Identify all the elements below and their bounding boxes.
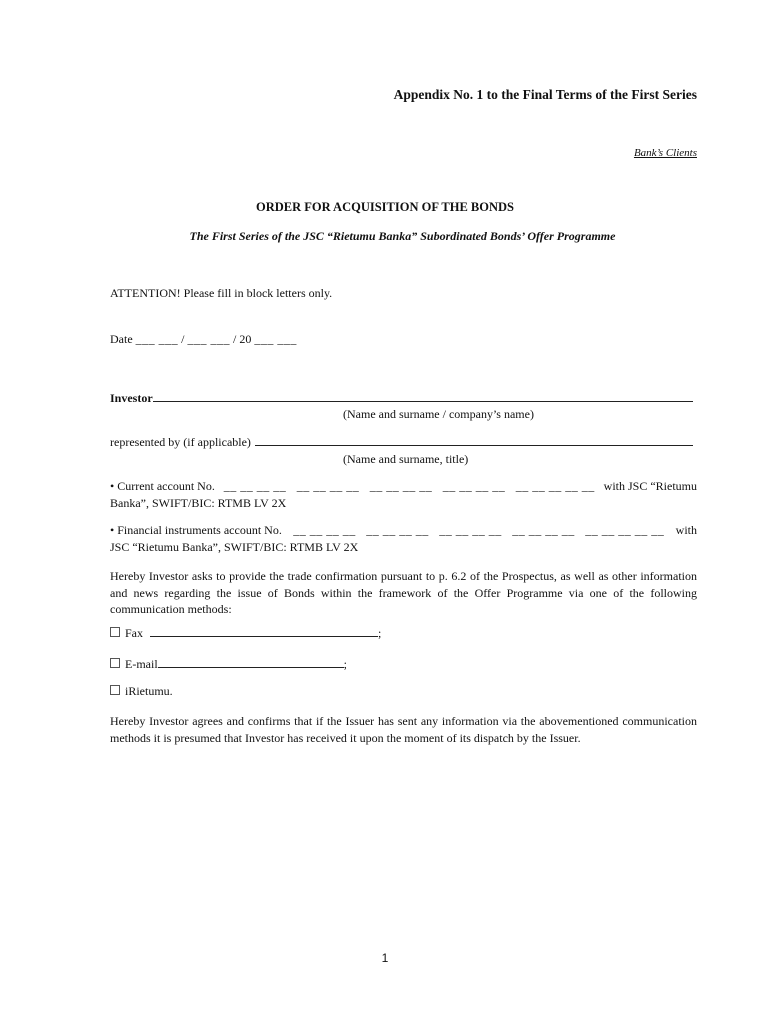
investor-name-field[interactable] xyxy=(153,391,693,402)
fin-account-suffix: with xyxy=(675,523,697,537)
current-account-row xyxy=(110,479,697,494)
fax-terminator: ; xyxy=(378,626,382,640)
trade-confirmation-paragraph: Hereby Investor asks to provide the trade confirmation pursuant to p. 6.2 of the Prospectus, as well as other information and news regarding the issue of Bonds within the framework of the Offer Programme via one of the following communication methods: xyxy=(110,569,697,616)
email-field[interactable] xyxy=(158,657,344,668)
page-number: 1 xyxy=(381,951,389,965)
date-label: Date xyxy=(110,332,133,346)
investor-row xyxy=(110,391,693,406)
email-checkbox[interactable] xyxy=(110,658,120,668)
investor-label: Investor xyxy=(110,391,153,405)
represented-caption: (Name and surname, title) xyxy=(343,452,469,466)
investor-caption: (Name and surname / company’s name) xyxy=(343,407,534,421)
date-separator: / xyxy=(181,332,185,346)
date-month-slot[interactable]: ___ ___ xyxy=(187,332,230,346)
email-terminator: ; xyxy=(343,657,347,671)
email-label: E-mail xyxy=(125,657,158,671)
irietumu-checkbox[interactable] xyxy=(110,685,120,695)
banks-clients-label: Bank’s Clients xyxy=(633,147,697,159)
represented-name-field[interactable] xyxy=(255,435,693,446)
represented-label: represented by (if applicable) xyxy=(110,435,251,449)
irietumu-option[interactable] xyxy=(110,684,173,699)
fax-field[interactable] xyxy=(150,626,378,637)
fin-account-field[interactable]: __ __ __ __ __ __ __ __ __ __ __ __ __ __ __ __ __ __ __ __ __ xyxy=(293,523,665,537)
date-field[interactable] xyxy=(110,332,297,347)
email-option[interactable] xyxy=(110,657,347,672)
irietumu-label: iRietumu. xyxy=(125,684,173,698)
fin-account-row xyxy=(110,523,697,538)
attention-note: ATTENTION! Please fill in block letters only. xyxy=(110,286,333,300)
page-subtitle: The First Series of the JSC “Rietumu Banka” Subordinated Bonds’ Offer Programme xyxy=(189,229,616,243)
fax-option[interactable] xyxy=(110,626,381,641)
agreement-paragraph: Hereby Investor agrees and confirms that if the Issuer has sent any information via the abovementioned communication methods it is presumed that Investor has received it upon the moment of its dispatch by the Issuer. xyxy=(110,714,697,745)
page-title: ORDER FOR ACQUISITION OF THE BONDS xyxy=(255,200,515,214)
current-account-bank: Banka”, SWIFT/BIC: RTMB LV 2X xyxy=(110,496,287,510)
fax-label: Fax xyxy=(125,626,143,640)
fin-account-bank: JSC “Rietumu Banka”, SWIFT/BIC: RTMB LV 2X xyxy=(110,540,359,554)
date-day-slot[interactable]: ___ ___ xyxy=(135,332,179,346)
appendix-heading: Appendix No. 1 to the Final Terms of the First Series xyxy=(393,87,697,102)
represented-row xyxy=(110,435,693,450)
fax-checkbox[interactable] xyxy=(110,627,120,637)
current-account-field[interactable]: __ __ __ __ __ __ __ __ __ __ __ __ __ __ __ __ __ __ __ __ __ xyxy=(223,479,595,493)
date-year-prefix: / 20 xyxy=(233,332,252,346)
fin-account-label: • Financial instruments account No. xyxy=(110,523,282,537)
current-account-label: • Current account No. xyxy=(110,479,215,493)
date-year-slot[interactable]: ___ ___ xyxy=(254,332,297,346)
current-account-suffix: with JSC “Rietumu xyxy=(603,479,697,493)
